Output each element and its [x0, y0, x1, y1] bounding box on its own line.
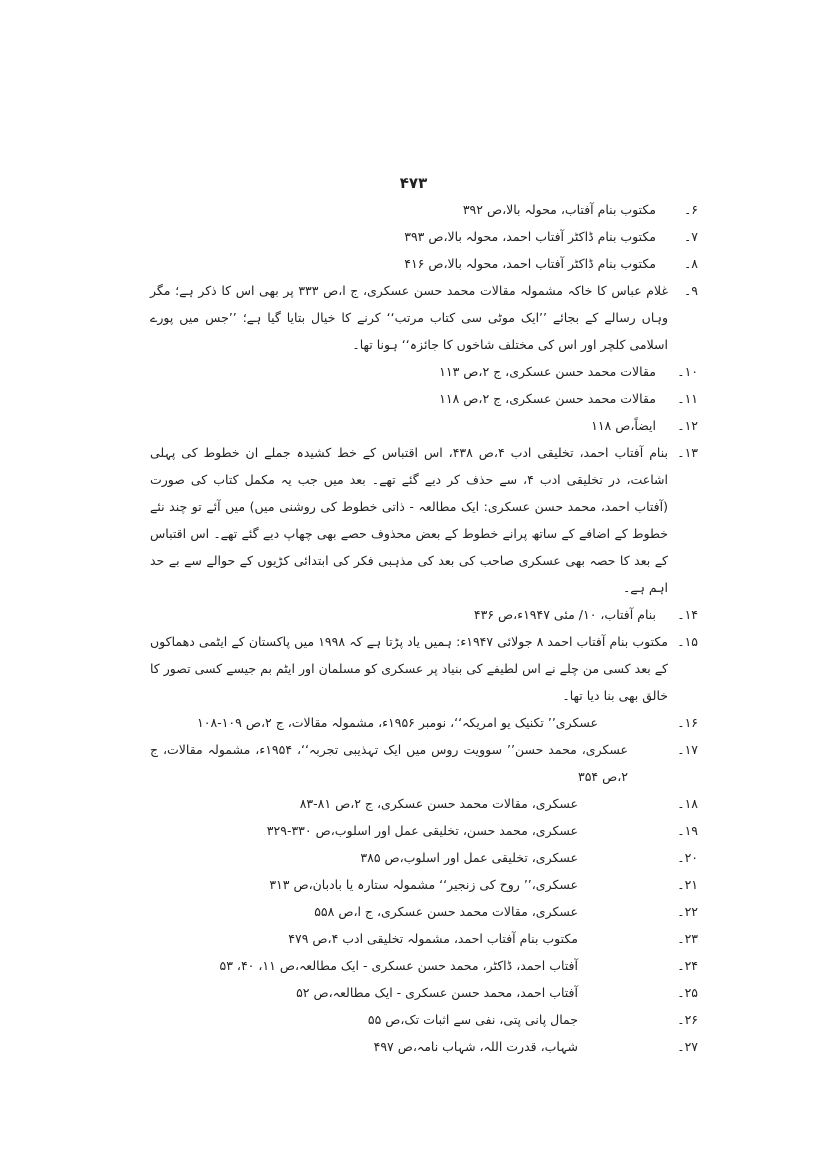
footnote	[150, 925, 698, 952]
footnote-text: عسکری،’’ روح کی زنجیر‘‘ مشمولہ ستارہ یا بادبان،ص ۳۱۳	[269, 877, 578, 892]
footnote-text: عسکری، محمد حسن، تخلیقی عمل اور اسلوب،ص ۳۳۰-۳۲۹	[266, 823, 578, 838]
footnote	[150, 196, 698, 223]
footnote-number: ۲۱۔	[677, 877, 698, 892]
footnote	[150, 601, 698, 628]
footnote-number: ۱۵۔	[677, 634, 698, 649]
footnote	[150, 817, 698, 844]
footnote-number: ۲۴۔	[677, 958, 698, 973]
footnote	[150, 1033, 698, 1060]
footnote-number: ۱۸۔	[677, 796, 698, 811]
footnote-number: ۱۳۔	[677, 445, 698, 460]
footnote-text: عسکری، تخلیقی عمل اور اسلوب،ص ۳۸۵	[360, 850, 578, 865]
footnote-number: ۱۲۔	[677, 418, 698, 433]
footnote	[150, 1006, 698, 1033]
footnote-number: ۲۷۔	[677, 1039, 698, 1054]
footnote-number: ۸۔	[683, 256, 698, 271]
footnote-number: ۱۶۔	[677, 715, 698, 730]
footnotes-list	[150, 196, 698, 1060]
footnote	[150, 709, 698, 736]
footnote-number: ۲۰۔	[677, 850, 698, 865]
footnote	[150, 250, 698, 277]
footnote-number: ۱۹۔	[677, 823, 698, 838]
footnote	[150, 952, 698, 979]
footnote	[150, 979, 698, 1006]
footnote-text: غلام عباس کا خاکہ مشمولہ مقالات محمد حسن عسکری، ج ا،ص ۳۳۳ پر بھی اس کا ذکر ہے؛ مگر وہاں رسالے کے بجائے ’’ایک موٹی سی کتاب مرتب‘‘ کرنے کا خیال بتایا گیا ہے؛ ’’جس میں پورے اسلامی کلچر اور اس کی مختلف شاخوں کا جائزہ‘‘ ہونا تھا۔	[150, 283, 668, 352]
footnote-text: مکتوب بنام ڈاکٹر آفتاب احمد، محولہ بالا،ص ۳۹۳	[404, 229, 656, 244]
footnote	[150, 412, 698, 439]
footnote-number: ۱۰۔	[677, 364, 698, 379]
footnote	[150, 439, 698, 601]
footnote-number: ۲۵۔	[677, 985, 698, 1000]
footnote-text: شہاب، قدرت اللہ، شہاب نامہ،ص ۴۹۷	[373, 1039, 578, 1054]
footnote-text: جمال پانی پتی، نفی سے اثبات تک،ص ۵۵	[367, 1012, 578, 1027]
footnote-number: ۶۔	[683, 202, 698, 217]
footnote-text: مکتوب بنام آفتاب احمد، مشمولہ تخلیقی ادب ۴،ص ۴۷۹	[288, 931, 578, 946]
footnote-text: مقالات محمد حسن عسکری، ج ۲،ص ۱۱۳	[439, 364, 656, 379]
footnote-text: مکتوب بنام آفتاب احمد ۸ جولائی ۱۹۴۷ء: ہمیں یاد پڑتا ہے کہ ۱۹۹۸ میں پاکستان کے ایٹمی دھماکوں کے بعد کسی من چلے نے اس لطیفے کی بنیاد پر عسکری کو مسلمان اور ایٹم بم جیسے کسی تصور کا خالق بھی بنا دیا تھا۔	[150, 634, 668, 703]
footnote-text: عسکری، مقالات محمد حسن عسکری، ج ا،ص ۵۵۸	[314, 904, 578, 919]
footnote-text: بنام آفتاب احمد، تخلیقی ادب ۴،ص ۴۳۸، اس اقتباس کے خط کشیدہ جملے ان خطوط کی پہلی اشاعت، در تخلیقی ادب ۴، سے حذف کر دیے گئے تھے۔ بعد میں جب یہ مکمل کتاب کی صورت (آفتاب احمد، محمد حسن عسکری: ایک مطالعہ - ذاتی خطوط کی روشنی میں) میں آئے تو چند نئے خطوط کے اضافے کے ساتھ پرانے خطوط کے بعض محذوف حصے بھی چھاپ دیے گئے تھے۔ اس اقتباس کے بعد کا حصہ بھی عسکری صاحب کی بعد کی مذہبی فکر کی ابتدائی کڑیوں کے حوالے سے بے حد اہم ہے۔	[150, 445, 668, 595]
footnote-text: عسکری’’ تکنیک یو امریکہ‘‘، نومبر ۱۹۵۶ء، مشمولہ مقالات، ج ۲،ص ۱۰۹-۱۰۸	[197, 715, 598, 730]
footnote-number: ۲۶۔	[677, 1012, 698, 1027]
footnote-text: ایضاً،ص ۱۱۸	[591, 418, 656, 433]
footnote	[150, 736, 698, 790]
footnote-text: آفتاب احمد، ڈاکٹر، محمد حسن عسکری - ایک مطالعہ،ص ۱۱، ۴۰، ۵۳	[219, 958, 578, 973]
footnote-number: ۲۲۔	[677, 904, 698, 919]
footnote-number: ۷۔	[683, 229, 698, 244]
footnote-text: مکتوب بنام ڈاکٹر آفتاب احمد، محولہ بالا،ص ۴۱۶	[404, 256, 656, 271]
footnote-text: عسکری، مقالات محمد حسن عسکری، ج ۲،ص ۸۱-۸۳	[299, 796, 578, 811]
footnote	[150, 277, 698, 358]
footnote	[150, 898, 698, 925]
footnote-number: ۱۴۔	[677, 607, 698, 622]
footnote	[150, 223, 698, 250]
footnote	[150, 871, 698, 898]
footnote-text: آفتاب احمد، محمد حسن عسکری - ایک مطالعہ،ص ۵۲	[296, 985, 578, 1000]
footnote	[150, 628, 698, 709]
footnote-text: مقالات محمد حسن عسکری، ج ۲،ص ۱۱۸	[439, 391, 656, 406]
footnote-text: عسکری، محمد حسن’’ سوویت روس میں ایک تہذیبی تجربہ‘‘، ۱۹۵۴ء، مشمولہ مقالات، ج ۲،ص ۳۵۴	[150, 742, 628, 784]
footnote-text: بنام آفتاب، ۱۰/ مئی ۱۹۴۷ء،ص ۴۳۶	[473, 607, 656, 622]
page-number: ۴۷۳	[399, 174, 428, 192]
footnote	[150, 790, 698, 817]
footnote	[150, 844, 698, 871]
footnote	[150, 358, 698, 385]
footnote-number: ۲۳۔	[677, 931, 698, 946]
footnote-number: ۱۱۔	[677, 391, 698, 406]
footnote	[150, 385, 698, 412]
footnote-number: ۹۔	[683, 283, 698, 298]
footnote-number: ۱۷۔	[677, 742, 698, 757]
footnote-text: مکتوب بنام آفتاب، محولہ بالا،ص ۳۹۲	[462, 202, 656, 217]
